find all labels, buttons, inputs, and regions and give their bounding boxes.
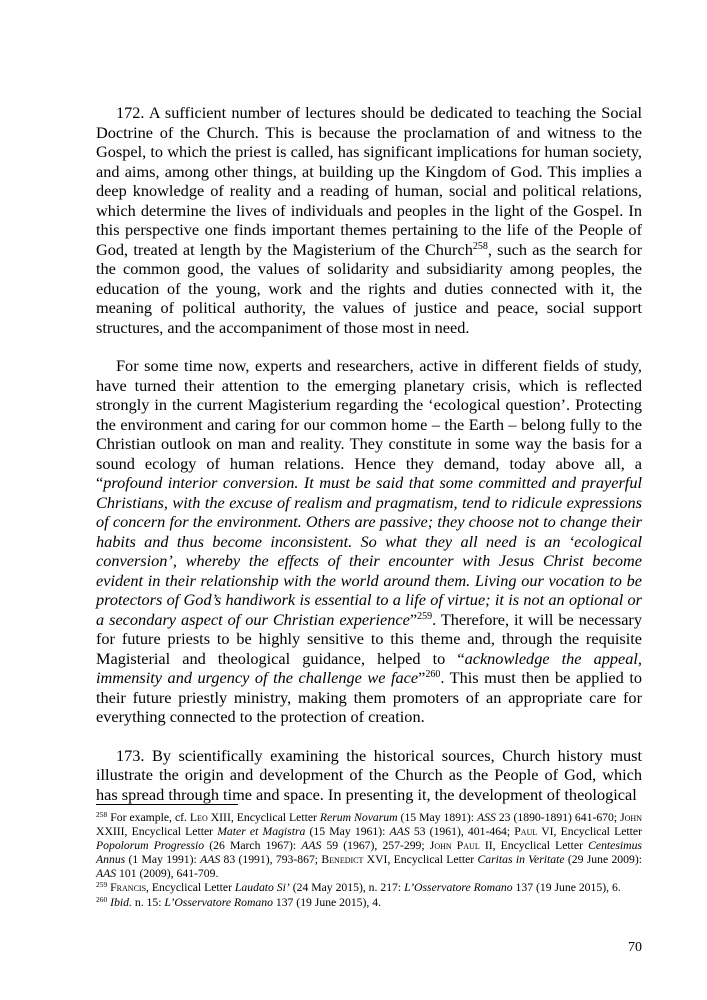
footnote-ref-260[interactable]: 260 xyxy=(425,669,441,680)
footnote-ref-259[interactable]: 259 xyxy=(417,610,433,622)
main-text xyxy=(96,103,642,804)
footnote-ref-258[interactable]: 258 xyxy=(472,240,488,252)
quote-laudato-si: profound interior conversion. It must be said that some committed and prayerful Christians, with the excuse of realism and pragmatism, tend to ridicule expressions of concern for the environment. Others are passive; they choose not to change their habits and thus become inconsistent. So what they all need is an ‘ecological conversion’, whereby the effects of their encounter with Jesus Christ become evident in their relationship with the world around them. Living our vocation to be protectors of God’s handiwork is essential to a life of virtue; it is not an optional or a secondary aspect of our Christian experience xyxy=(96,473,642,629)
footnote-259: $^{259}$ Francis, Encyclical Letter Laudato Si’ (24 May 2015), n. 217: L’Osservatore Romano 137 (19 June 2015), 6. xyxy=(96,880,621,895)
paragraph-172: 172. A sufficient number of lectures should be dedicated to teaching the Social Doctrine of the Church. This is because the proclamation of and witness to the Gospel, to which the priest is called, has significant implications for human society, and aims, among other things, at building up the Kingdom of God. This implies a deep knowledge of reality and a reading of human, social and political relations, which determine the lives of individuals and peoples in the light of the Gospel. In this perspective one finds important themes pertaining to the life of the People of God, treated at length by the Magisterium of the Church$^{258}$, such as the search for the common good, the values of solidarity and subsidiarity among peoples, the education of the young, work and the rights and duties connected with it, the meaning of political authority, the values of justice and peace, social support structures, and the accompaniment of those most in need. xyxy=(96,103,643,337)
page-number: 70 xyxy=(628,940,642,955)
footnotes xyxy=(96,811,642,910)
footnote-divider xyxy=(96,804,238,805)
footnote-258: $^{258}$ For example, cf. Leo XIII, Encyclical Letter Rerum Novarum (15 May 1891): ASS 23 (1890-1891) 641-670; John XXIII, Encyclical Letter Mater et Magistra (15 May 1961): AAS 53 (1961), 401-464; Paul VI, Encyclical Letter Popolorum Progressio (26 March 1967): AAS 59 (1967), 257-299; John Paul II, Encyclical Letter Centesimus Annus (1 May 1991): AAS 83 (1991), 793-867; Benedict XVI, Encyclical Letter Caritas in Veritate (29 June 2009): AAS 101 (2009), 641-709. xyxy=(96,810,642,881)
footnote-260: $^{260}$ Ibid. n. 15: L’Osservatore Romano 137 (19 June 2015), 4. xyxy=(96,894,382,909)
paragraph-173: 173. By scientifically examining the historical sources, Church history must illustrate the origin and development of the Church as the People of God, which has spread through time and space. In presenting it, the development of theological xyxy=(96,745,642,804)
quote-challenge: acknowledge the appeal, immensity and urgency of the challenge we face xyxy=(96,648,642,687)
paragraph-ecology: For some time now, experts and researchers, active in different fields of study, have turned their attention to the emerging planetary crisis, which is reflected strongly in the current Magisterium regarding the ‘ecological question’. Protecting the environment and caring for our common home – the Earth – belong fully to the Christian outlook on man and reality. They constitute in some way the basis for a sound ecology of human relations. Hence they demand, today above all, a “profound interior conversion. It must be said that some committed and prayerful Christians, with the excuse of realism and pragmatism, tend to ridicule expressions of concern for the environment. Others are passive; they choose not to change their habits and thus become inconsistent. So what they all need is an ‘ecological conversion’, whereby the effects of their encounter with Jesus Christ become evident in their relationship with the world around them. Living our vocation to be protectors of God’s handiwork is essential to a life of virtue; it is not an optional or a secondary aspect of our Christian experience”$^{259}$. Therefore, it will be necessary for future priests to be highly sensitive to this theme and, through the requisite Magisterial and theological guidance, helped to “acknowledge the appeal, immensity and urgency of the challenge we face”$^{260}$. This must then be applied to their future priestly ministry, making them promoters of an appropriate care for everything connected to the protection of creation. xyxy=(96,356,642,726)
